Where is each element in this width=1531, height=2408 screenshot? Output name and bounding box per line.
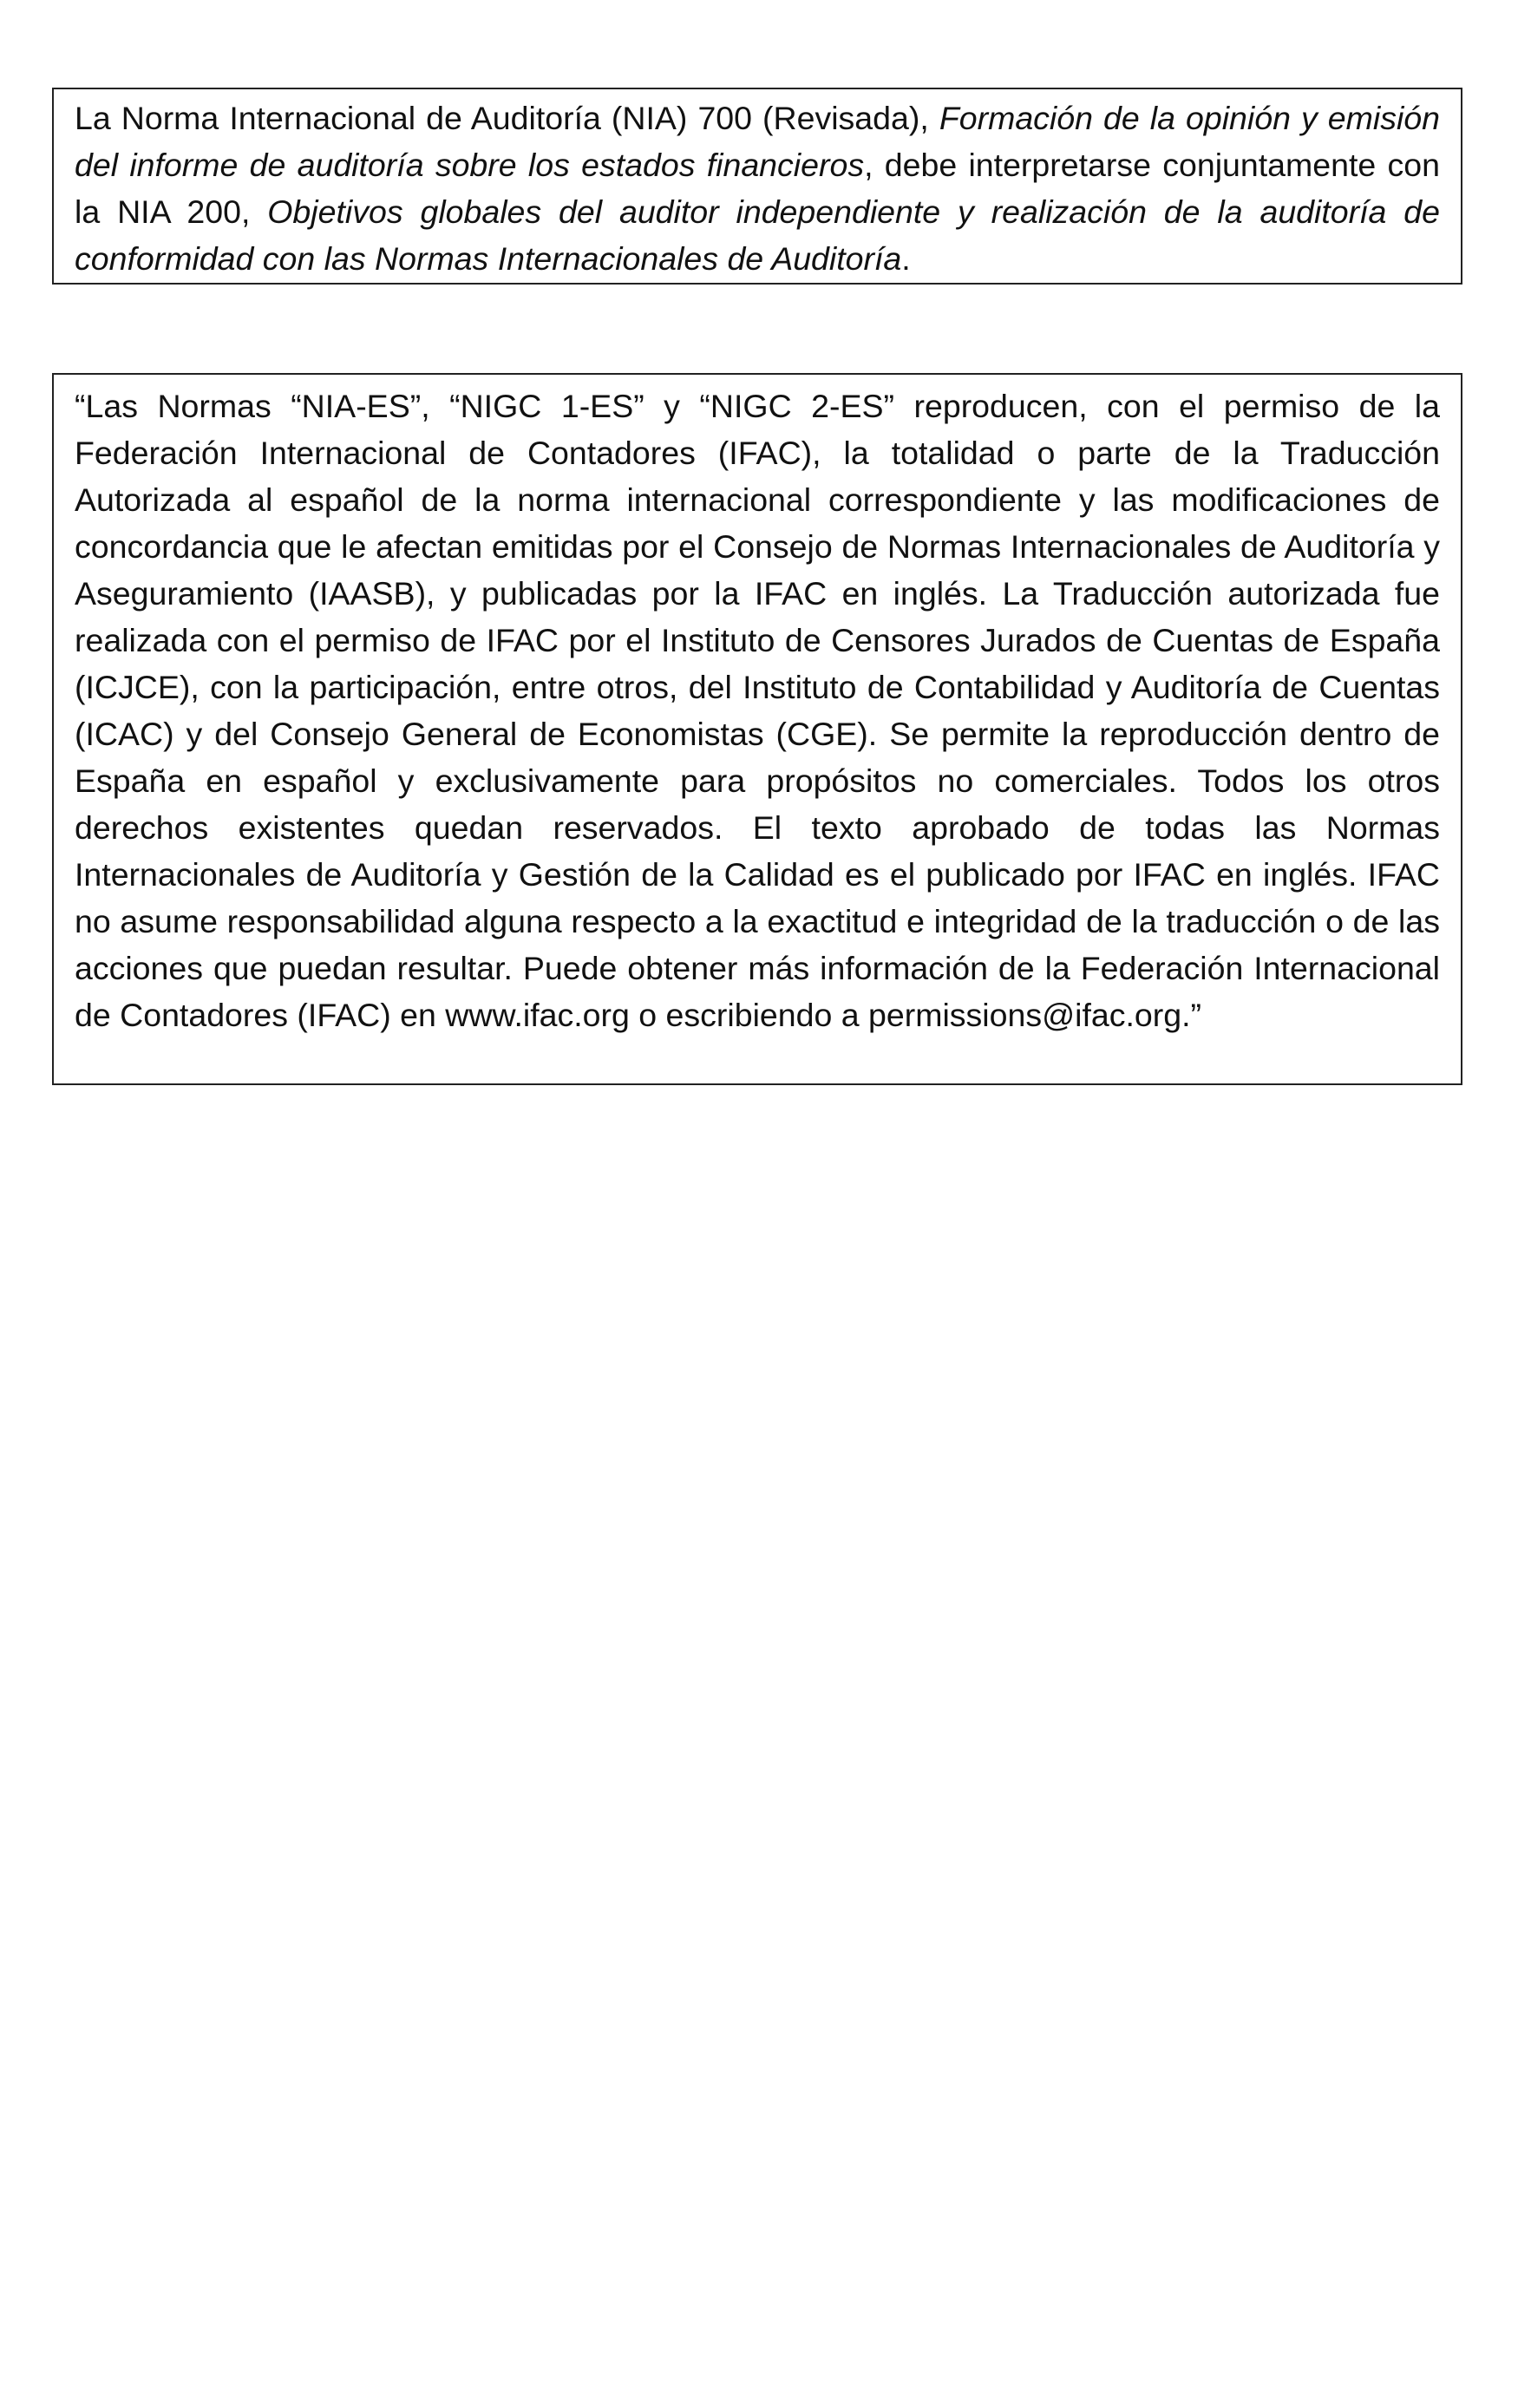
- nia700-title: Formación de la opinión y emisión del informe de auditoría sobre los estados financieros: [75, 100, 1440, 183]
- nia700-note-box: [52, 88, 1462, 285]
- nia700-note-connector: , debe interpretarse conjuntamente con la NIA 200,: [75, 147, 1440, 230]
- permission-note-text: “Las Normas “NIA-ES”, “NIGC 1-ES” y “NIGC 2-ES” reproducen, con el permiso de la Federación Internacional de Contadores (IFAC), la totalidad o parte de la Traducción Autorizada al español de la norma internacional correspondiente y las modificaciones de concordancia que le afectan emitidas por el Consejo de Normas Internacionales de Auditoría y Aseguramiento (IAASB), y publicadas por la IFAC en inglés. La Traducción autorizada fue realizada con el permiso de IFAC por el Instituto de Censores Jurados de Cuentas de España (ICJCE), con la participación, entre otros, del Instituto de Contabilidad y Auditoría de Cuentas (ICAC) y del Consejo General de Economistas (CGE). Se permite la reproducción dentro de España en español y exclusivamente para propósitos no comerciales. Todos los otros derechos existentes quedan reservados. El texto aprobado de todas las Normas Internacionales de Auditoría y Gestión de la Calidad es el publicado por IFAC en inglés. IFAC no asume responsabilidad alguna respecto a la exactitud e integridad de la traducción o de las acciones que puedan resultar. Puede obtener más información de la Federación Internacional de Contadores (IFAC) en www.ifac.org o escribiendo a permissions@ifac.org.”: [75, 388, 1440, 1033]
- nia700-note-text: [75, 95, 1440, 282]
- nia700-note-intro: La Norma Internacional de Auditoría (NIA) 700 (Revisada),: [75, 100, 939, 136]
- nia700-note-end: .: [901, 240, 911, 277]
- nia200-title: Objetivos globales del auditor independiente y realización de la auditoría de conformidad con las Normas Internacionales de Auditoría: [75, 193, 1440, 277]
- permission-note-box: [52, 373, 1462, 1085]
